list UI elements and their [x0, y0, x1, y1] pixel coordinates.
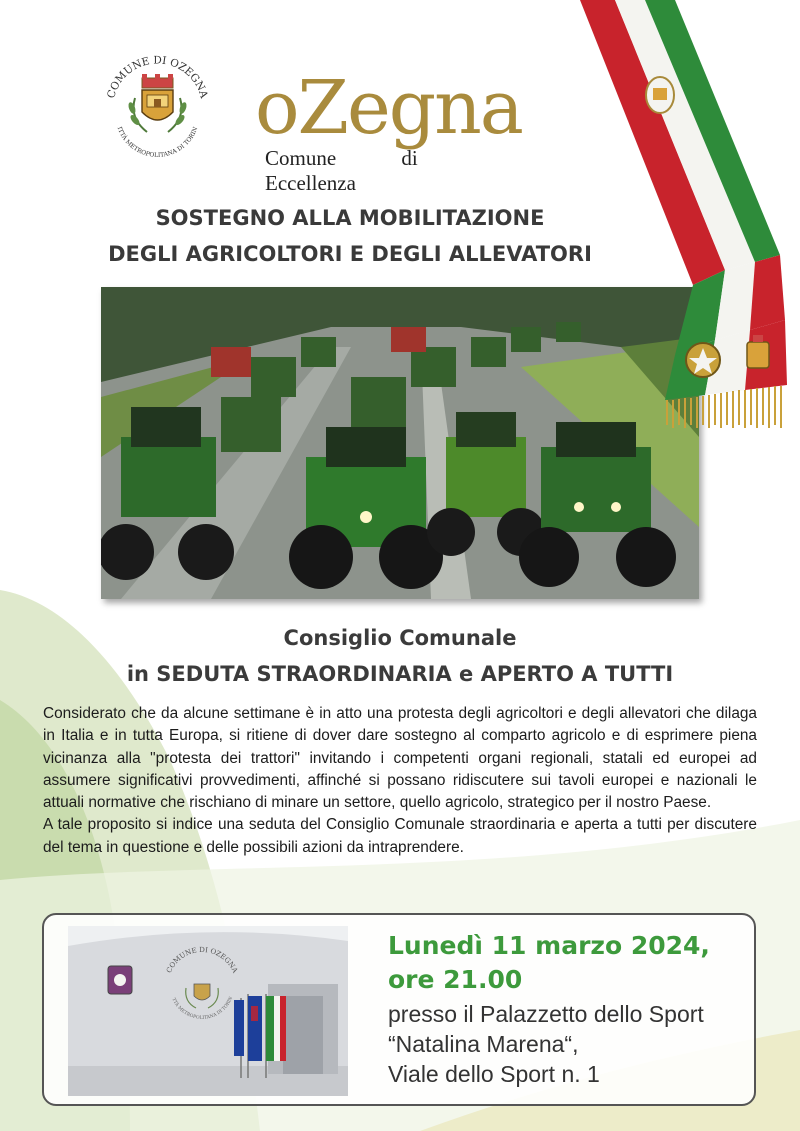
wall-ring-text: COMUNE DI OZEGNA [164, 945, 240, 975]
event-info-box [42, 913, 756, 1106]
announcement-paragraph-2: A tale proposito si indice una seduta del Consiglio Comunale straordinaria e aperta a tutti per discutere del tema in questione e delle possibili azioni da intraprendere. [43, 816, 757, 856]
event-date: Lunedì 11 marzo 2024, [388, 931, 710, 960]
announcement-paragraph-1: Considerato che da alcune settimane è in atto una protesta degli agricoltori e degli allevatori che dilaga in Italia e in tutta Europa, si ritiene di dover dare sostegno al comparto agricolo e di esprimere piena vicinanza alla "protesta dei trattori" invitando i competenti organi regionali, statali ed europei ad assumere significativi provvedimenti, affinché si possano ridiscutere sui tavoli europei e nazionali le attuali normative che rischiano di minare un settore, quello agricolo, strategico per il nostro Paese. [43, 705, 757, 812]
logo-wordmark: oZegna [255, 65, 522, 151]
council-heading-line-1: Consiglio Comunale [283, 626, 517, 650]
title-line-1: SOSTEGNO ALLA MOBILITAZIONE [155, 206, 545, 230]
event-location-line-1: presso il Palazzetto dello Sport [388, 1001, 704, 1027]
announcement-body [43, 703, 757, 859]
logo-tagline-left: Comune di [265, 146, 418, 170]
sash-emblem-icon [646, 77, 674, 113]
shield-icon [142, 90, 173, 120]
event-date-time [388, 929, 710, 997]
logo-tagline-right: Eccellenza [265, 171, 356, 195]
page-title [90, 200, 610, 272]
wall-bottom-text: TTÀ METROPOLITANA DI TORIN [170, 996, 235, 1021]
crown-icon [142, 74, 173, 88]
council-heading [60, 620, 740, 692]
logo-tagline [265, 146, 555, 196]
coat-ring-text: COMUNE DI OZEGNA [105, 54, 210, 100]
tricolour-sash [575, 0, 800, 440]
ozegna-logo [255, 65, 555, 195]
coat-of-arms [95, 48, 220, 168]
republic-emblem-icon [686, 343, 720, 377]
venue-photo [68, 926, 348, 1096]
event-time: ore 21.00 [388, 965, 523, 994]
coat-bottom-text: ITTÀ METROPOLITANA DI TORIN [115, 125, 200, 159]
event-location [388, 999, 704, 1089]
event-location-line-3: Viale dello Sport n. 1 [388, 1061, 600, 1087]
council-heading-line-2: in SEDUTA STRAORDINARIA e APERTO A TUTTI [126, 662, 674, 686]
event-location-line-2: “Natalina Marena“, [388, 1031, 579, 1057]
wall-emblem-icon [108, 966, 132, 994]
title-line-2: DEGLI AGRICOLTORI E DEGLI ALLEVATORI [108, 242, 592, 266]
